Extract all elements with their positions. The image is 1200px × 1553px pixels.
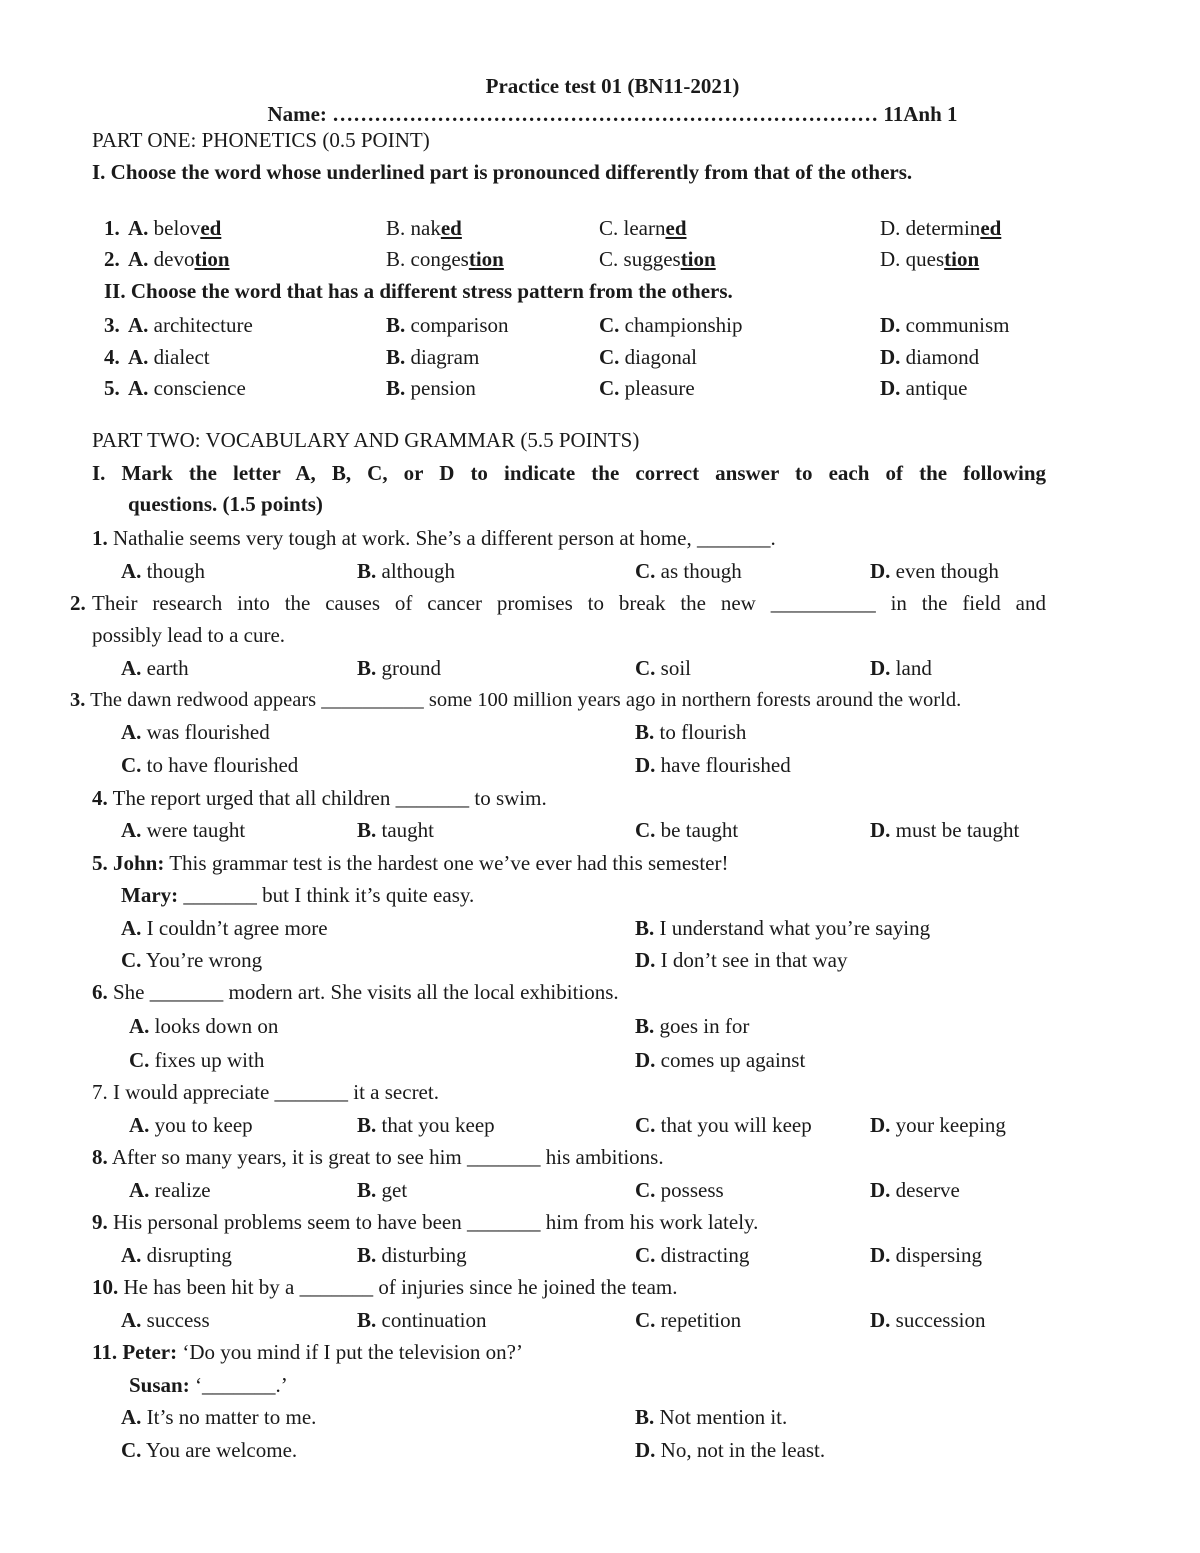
- option-c: C. learned: [599, 216, 687, 240]
- question-number: 1.: [104, 216, 120, 240]
- option-c: C. You’re wrong: [121, 948, 263, 972]
- option-b: B. get: [357, 1178, 408, 1202]
- option-c: C. possess: [635, 1178, 724, 1202]
- option-a: A. beloved: [128, 216, 222, 240]
- option-a: A. you to keep: [129, 1113, 253, 1137]
- option-b: B. although: [357, 559, 456, 583]
- question-stem-line-1: Their research into the causes of cancer promises to break the new __________ in the field and: [92, 591, 1046, 615]
- option-b: B. Not mention it.: [635, 1405, 788, 1429]
- option-a: A. conscience: [128, 376, 246, 400]
- test-title: Practice test 01 (BN11-2021): [485, 74, 740, 98]
- option-c: C. to have flourished: [121, 753, 299, 777]
- dialogue-line-2: Mary: _______ but I think it’s quite easy.: [121, 883, 475, 907]
- option-b: B. ground: [357, 656, 442, 680]
- option-b: B. taught: [357, 818, 435, 842]
- option-a: A. though: [121, 559, 206, 583]
- option-d: D. communism: [880, 313, 1010, 337]
- option-c: C. distracting: [635, 1243, 750, 1267]
- option-d: D. I don’t see in that way: [635, 948, 848, 972]
- question-number: 5.: [104, 376, 120, 400]
- dialogue-line-1: 5. John: This grammar test is the hardest one we’ve ever had this semester!: [92, 851, 729, 875]
- question-stem: 6. She _______ modern art. She visits all the local exhibitions.: [92, 980, 619, 1004]
- name-label: Name:: [267, 102, 327, 126]
- option-c: C. pleasure: [599, 376, 695, 400]
- option-c: C. be taught: [635, 818, 739, 842]
- option-d: D. deserve: [870, 1178, 960, 1202]
- option-c: C. You are welcome.: [121, 1438, 298, 1462]
- option-d: D. have flourished: [635, 753, 791, 777]
- option-d: D. determined: [880, 216, 1002, 240]
- question-stem: 1. Nathalie seems very tough at work. She’s a different person at home, _______.: [92, 526, 776, 550]
- option-a: A. realize: [129, 1178, 211, 1202]
- option-d: D. diamond: [880, 345, 980, 369]
- option-d: D. No, not in the least.: [635, 1438, 826, 1462]
- option-a: A. architecture: [128, 313, 253, 337]
- question-stem: 8. After so many years, it is great to see him _______ his ambitions.: [92, 1145, 664, 1169]
- option-a: A. looks down on: [129, 1014, 279, 1038]
- option-c: C. suggestion: [599, 247, 716, 271]
- part-one-heading: PART ONE: PHONETICS (0.5 POINT): [92, 128, 430, 152]
- option-d: D. question: [880, 247, 980, 271]
- option-b: B. to flourish: [635, 720, 747, 744]
- option-d: D. land: [870, 656, 932, 680]
- option-b: B. continuation: [357, 1308, 487, 1332]
- option-a: A. disrupting: [121, 1243, 232, 1267]
- name-line: [0, 100, 1200, 128]
- option-a: A. success: [121, 1308, 210, 1332]
- question-stem-line-2: possibly lead to a cure.: [92, 623, 286, 647]
- option-b: B. disturbing: [357, 1243, 467, 1267]
- part-two-heading: PART TWO: VOCABULARY AND GRAMMAR (5.5 POINTS): [92, 428, 640, 452]
- option-d: D. must be taught: [870, 818, 1020, 842]
- option-b: B. that you keep: [357, 1113, 495, 1137]
- option-c: C. soil: [635, 656, 692, 680]
- question-number: 2.: [104, 247, 120, 271]
- option-c: C. repetition: [635, 1308, 742, 1332]
- question-stem: 4. The report urged that all children _______ to swim.: [92, 786, 547, 810]
- option-a: A. earth: [121, 656, 189, 680]
- option-d: D. comes up against: [635, 1048, 806, 1072]
- option-d: D. dispersing: [870, 1243, 982, 1267]
- option-a: A. were taught: [121, 818, 246, 842]
- part-one-section-1: I. Choose the word whose underlined part is pronounced differently from that of the others.: [92, 160, 913, 184]
- part-two-section-1-line-2: questions. (1.5 points): [128, 492, 323, 516]
- question-number: 3.: [104, 313, 120, 337]
- option-c: C. diagonal: [599, 345, 697, 369]
- option-a: A. devotion: [128, 247, 230, 271]
- option-b: B. pension: [386, 376, 476, 400]
- option-c: C. championship: [599, 313, 743, 337]
- option-a: A. I couldn’t agree more: [121, 916, 328, 940]
- option-d: D. your keeping: [870, 1113, 1006, 1137]
- question-stem: 10. He has been hit by a _______ of injuries since he joined the team.: [92, 1275, 678, 1299]
- option-b: B. naked: [386, 216, 462, 240]
- option-b: B. I understand what you’re saying: [635, 916, 931, 940]
- class-name: 11Anh 1: [883, 102, 958, 126]
- option-c: C. fixes up with: [129, 1048, 265, 1072]
- question-number: 2.: [70, 591, 86, 615]
- question-stem: 9. His personal problems seem to have been _______ him from his work lately.: [92, 1210, 759, 1234]
- option-b: B. diagram: [386, 345, 480, 369]
- option-a: A. was flourished: [121, 720, 270, 744]
- option-a: A. dialect: [128, 345, 210, 369]
- option-d: D. even though: [870, 559, 999, 583]
- name-dots: ……………………………………………………………………: [332, 102, 879, 126]
- question-stem: 7. I would appreciate _______ it a secret.: [92, 1080, 439, 1104]
- option-b: B. goes in for: [635, 1014, 750, 1038]
- option-d: D. antique: [880, 376, 968, 400]
- option-b: B. congestion: [386, 247, 504, 271]
- option-a: A. It’s no matter to me.: [121, 1405, 317, 1429]
- dialogue-line-2: Susan: ‘_______.’: [129, 1373, 288, 1397]
- option-c: C. that you will keep: [635, 1113, 812, 1137]
- option-c: C. as though: [635, 559, 742, 583]
- question-stem: 3. The dawn redwood appears __________ some 100 million years ago in northern forests around the world.: [70, 689, 962, 711]
- option-b: B. comparison: [386, 313, 509, 337]
- part-two-section-1-line-1: I. Mark the letter A, B, C, or D to indicate the correct answer to each of the following: [92, 461, 1046, 485]
- option-d: D. succession: [870, 1308, 986, 1332]
- question-number: 4.: [104, 345, 120, 369]
- dialogue-line-1: 11. Peter: ‘Do you mind if I put the television on?’: [92, 1340, 523, 1364]
- part-one-section-2: II. Choose the word that has a different stress pattern from the others.: [104, 279, 733, 303]
